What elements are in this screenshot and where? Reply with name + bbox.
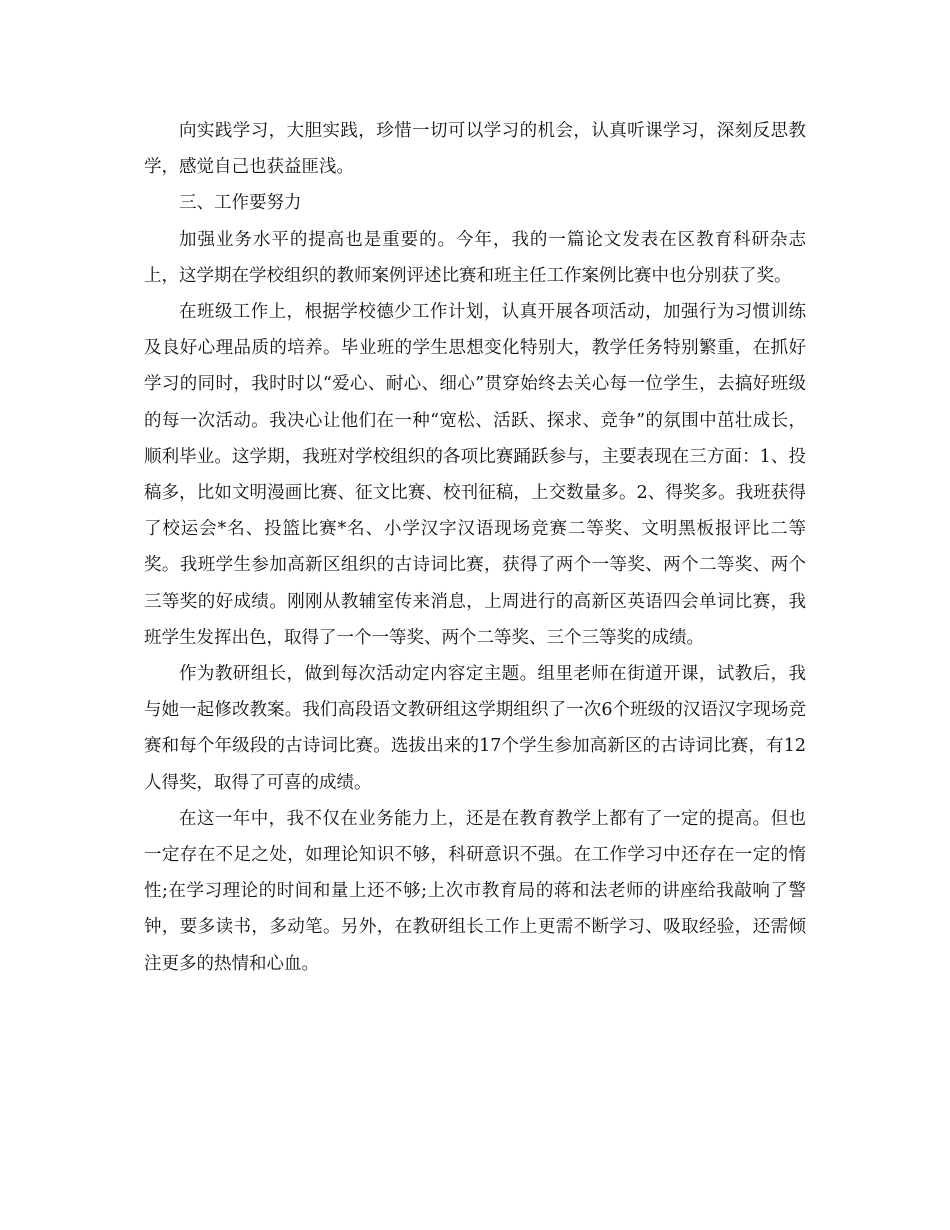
paragraph-class-work: 在班级工作上，根据学校德少工作计划，认真开展各项活动，加强行为习惯训练及良好心理品质的培养。毕业班的学生思想变化特别大，教学任务特别繁重，在抓好学习的同时，我时时以“爱心、耐心、细心”贯穿始终去关心每一位学生，去搞好班级的每一次活动。我决心让他们在一种“宽松、活跃、探求、竞争”的氛围中茁壮成长，顺利毕业。这学期，我班对学校组织的各项比赛踊跃参与，主要表现在三方面：1、投稿多，比如文明漫画比赛、征文比赛、校刊征稿，上交数量多。2、得奖多。我班获得了校运会*名、投篮比赛*名、小学汉字汉语现场竞赛二等奖、文明黑板报评比二等奖。我班学生参加高新区组织的古诗词比赛，获得了两个一等奖、两个二等奖、两个三等奖的好成绩。刚刚从教辅室传来消息，上周进行的高新区英语四会单词比赛，我班学生发挥出色，取得了一个一等奖、两个二等奖、三个三等奖的成绩。 — [144, 302, 806, 648]
paragraph-year-summary: 在这一年中，我不仅在业务能力上，还是在教育教学上都有了一定的提高。但也一定存在不足之处，如理论知识不够，科研意识不强。在工作学习中还存在一定的惰性;在学习理论的时间和量上还不够;上次市教育局的蒋和法老师的讲座给我敲响了警钟，要多读书，多动笔。另外，在教研组长工作上更需不断学习、吸取经验，还需倾注更多的热情和心血。 — [144, 808, 806, 974]
section-heading-work-effort: 三、工作要努力 — [179, 193, 302, 214]
paragraph-professional-level: 加强业务水平的提高也是重要的。今年，我的一篇论文发表在区教育科研杂志上，这学期在学校组织的教师案例评述比赛和班主任工作案例比赛中也分别获了奖。 — [144, 229, 806, 286]
paragraph-teaching-group-leader: 作为教研组长，做到每次活动定内容定主题。组里老师在街道开课，试教后，我与她一起修改教案。我们高段语文教研组这学期组织了一次6个班级的汉语汉字现场竞赛和每个年级段的古诗词比赛。选拔出来的17个学生参加高新区的古诗词比赛，有12人得奖，取得了可喜的成绩。 — [144, 664, 806, 793]
paragraph-continuation: 向实践学习，大胆实践，珍惜一切可以学习的机会，认真听课学习，深刻反思教学，感觉自己也获益匪浅。 — [144, 121, 806, 178]
document-body — [144, 113, 806, 982]
